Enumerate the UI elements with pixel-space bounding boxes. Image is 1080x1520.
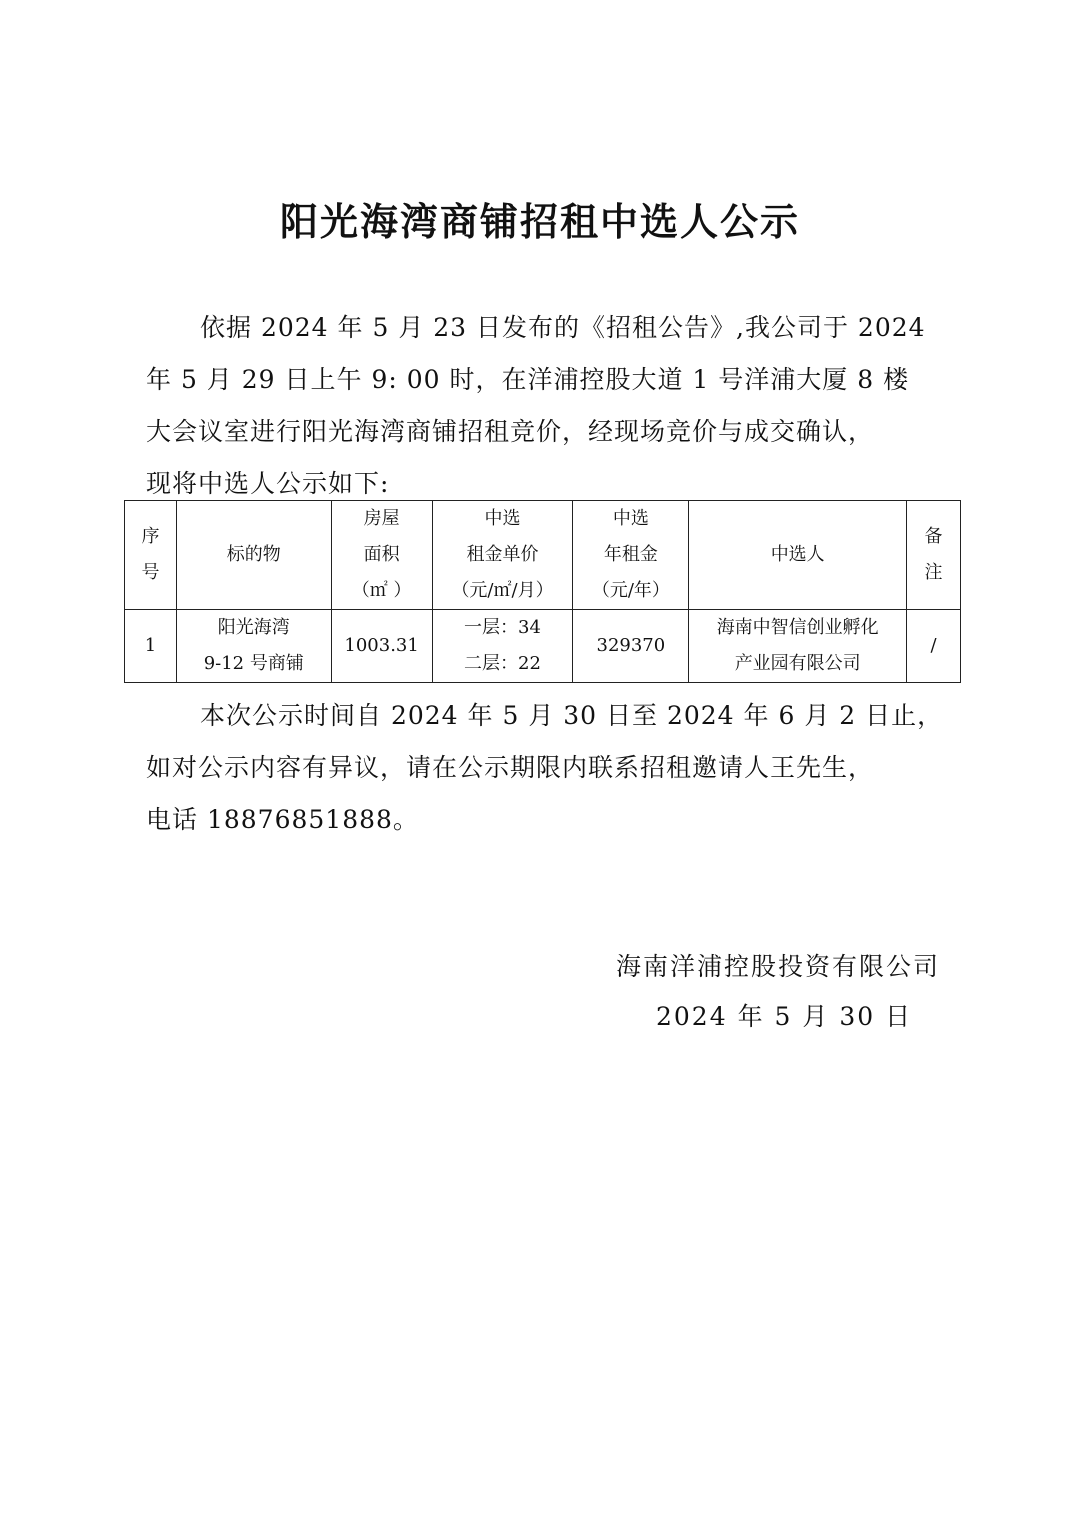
header-remark: 备 注 [907, 501, 961, 610]
header-winner: 中选人 [689, 501, 907, 610]
table-row [125, 610, 961, 683]
cell-seq: 1 [125, 610, 177, 683]
header-unit-price: 中选 租金单价 （元/㎡/月） [432, 501, 573, 610]
cell-winner: 海南中智信创业孵化 产业园有限公司 [689, 610, 907, 683]
cell-annual-rent: 329370 [573, 610, 689, 683]
cell-remark: / [907, 610, 961, 683]
intro-line-4: 现将中选人公示如下: [146, 469, 390, 498]
notice-line-2: 如对公示内容有异议，请在公示期限内联系招租邀请人王先生， [146, 753, 875, 782]
notice-paragraph [146, 690, 946, 846]
intro-paragraph [146, 302, 946, 510]
signature-company: 海南洋浦控股投资有限公司 [615, 952, 940, 981]
notice-line-1: 本次公示时间自 2024 年 5 月 30 日至 2024 年 6 月 2 日止， [200, 701, 944, 730]
result-table [124, 500, 961, 683]
intro-line-2: 年 5 月 29 日上午 9: 00 时，在洋浦控股大道 1 号洋浦大厦 8 楼 [146, 365, 910, 394]
intro-line-1: 依据 2024 年 5 月 23 日发布的《招租公告》,我公司于 2024 [200, 313, 926, 342]
header-subject: 标的物 [176, 501, 331, 610]
header-seq: 序 号 [125, 501, 177, 610]
notice-line-3: 电话 18876851888。 [146, 805, 419, 834]
header-annual-rent: 中选 年租金 （元/年） [573, 501, 689, 610]
cell-subject: 阳光海湾 9-12 号商铺 [176, 610, 331, 683]
cell-area: 1003.31 [331, 610, 432, 683]
signature-date: 2024 年 5 月 30 日 [656, 1002, 913, 1031]
header-area: 房屋 面积 （㎡ ） [331, 501, 432, 610]
signature-block [560, 942, 940, 1042]
cell-unit-price: 一层：34 二层：22 [432, 610, 573, 683]
table-header-row [125, 501, 961, 610]
intro-line-3: 大会议室进行阳光海湾商铺招租竞价，经现场竞价与成交确认， [146, 417, 875, 446]
document-title: 阳光海湾商铺招租中选人公示 [279, 200, 800, 244]
